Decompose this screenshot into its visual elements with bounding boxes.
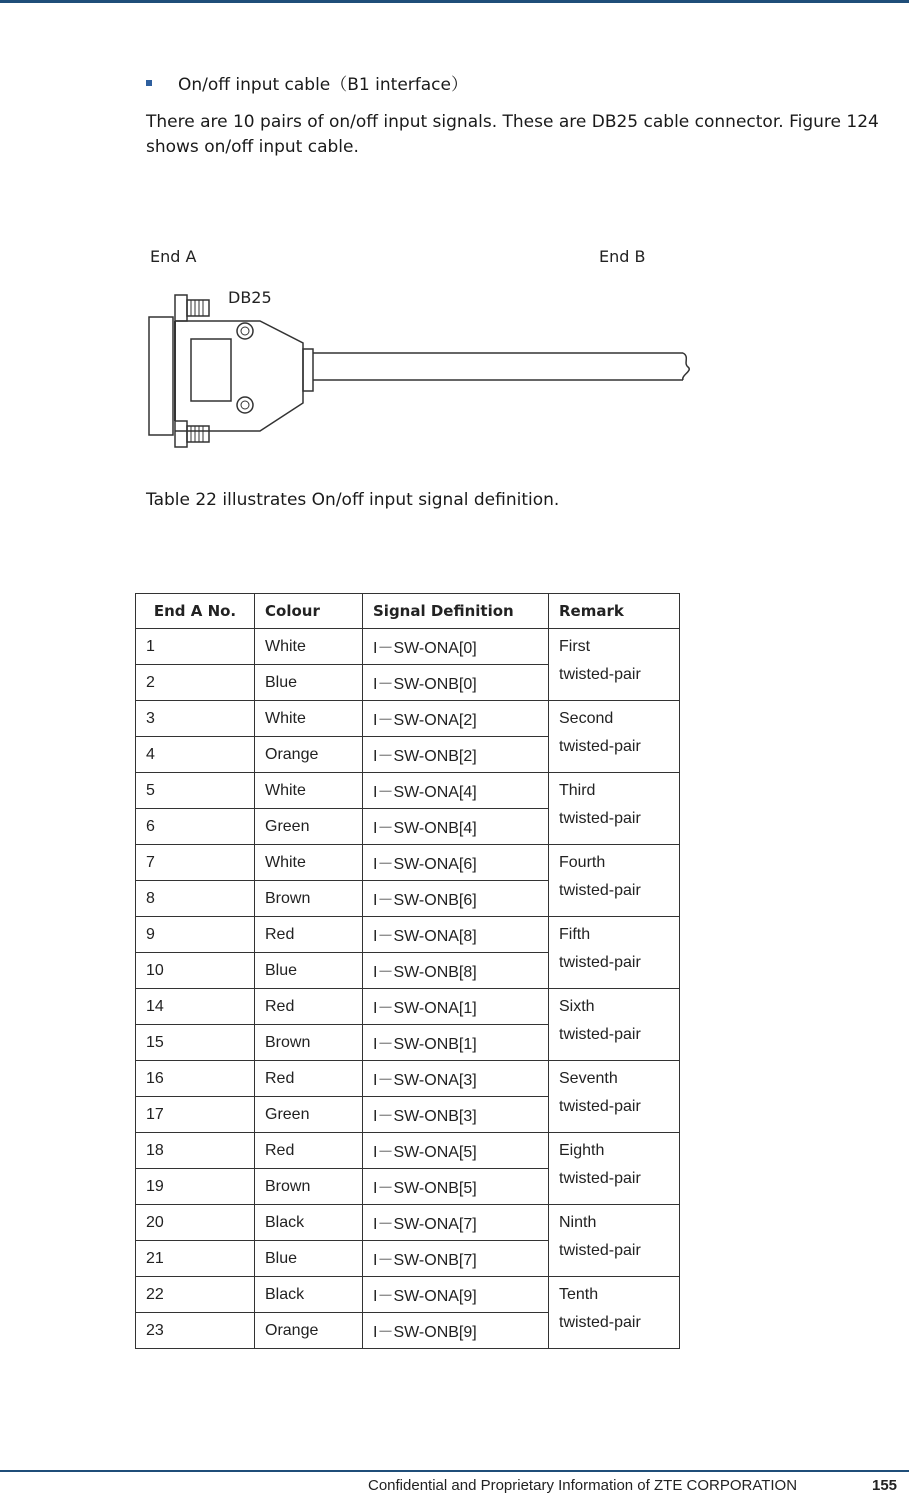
cell-colour: Brown xyxy=(255,1169,363,1205)
remark-type: twisted-pair xyxy=(559,810,641,827)
table-row xyxy=(136,1277,680,1313)
cell-colour: White xyxy=(255,773,363,809)
cell-signal-definition: I－SW-ONB[2] xyxy=(363,737,549,773)
cell-signal-definition: I－SW-ONB[4] xyxy=(363,809,549,845)
remark-type: twisted-pair xyxy=(559,666,641,683)
cell-signal-definition: I－SW-ONA[1] xyxy=(363,989,549,1025)
cell-remark xyxy=(549,629,680,701)
remark-ordinal: Fifth xyxy=(559,926,591,943)
remark-ordinal: Eighth xyxy=(559,1142,605,1159)
cell-colour: Black xyxy=(255,1205,363,1241)
cell-end-a-no: 3 xyxy=(136,701,255,737)
cell-remark xyxy=(549,773,680,845)
cell-end-a-no: 9 xyxy=(136,917,255,953)
cell-colour: White xyxy=(255,701,363,737)
cell-remark xyxy=(549,1133,680,1205)
cell-signal-definition: I－SW-ONA[0] xyxy=(363,629,549,665)
intro-paragraph: There are 10 pairs of on/off input signals. These are DB25 cable connector. Figure 124 shows on/off input cable. xyxy=(146,112,879,157)
cell-end-a-no: 1 xyxy=(136,629,255,665)
remark-type: twisted-pair xyxy=(559,882,641,899)
cell-signal-definition: I－SW-ONB[9] xyxy=(363,1313,549,1349)
cell-end-a-no: 23 xyxy=(136,1313,255,1349)
cell-end-a-no: 2 xyxy=(136,665,255,701)
signal-definition-table xyxy=(135,593,680,1349)
remark-type: twisted-pair xyxy=(559,1242,641,1259)
cell-signal-definition: I－SW-ONA[8] xyxy=(363,917,549,953)
cell-signal-definition: I－SW-ONA[4] xyxy=(363,773,549,809)
remark-ordinal: Seventh xyxy=(559,1070,618,1087)
table-row xyxy=(136,1061,680,1097)
cell-colour: Brown xyxy=(255,881,363,917)
page-number: 155 xyxy=(872,1477,898,1494)
cell-colour: Blue xyxy=(255,1241,363,1277)
cell-remark xyxy=(549,1277,680,1349)
cell-end-a-no: 6 xyxy=(136,809,255,845)
cell-signal-definition: I－SW-ONB[3] xyxy=(363,1097,549,1133)
db25-cable-drawing xyxy=(145,245,720,465)
cell-signal-definition: I－SW-ONA[6] xyxy=(363,845,549,881)
cell-signal-definition: I－SW-ONA[7] xyxy=(363,1205,549,1241)
remark-ordinal: Ninth xyxy=(559,1214,597,1231)
connector-label: DB25 xyxy=(228,288,272,307)
remark-type: twisted-pair xyxy=(559,1098,641,1115)
cell-signal-definition: I－SW-ONB[6] xyxy=(363,881,549,917)
table-row xyxy=(136,989,680,1025)
cell-signal-definition: I－SW-ONA[2] xyxy=(363,701,549,737)
cell-colour: Red xyxy=(255,917,363,953)
section-heading-text: On/off input cable（B1 interface） xyxy=(178,75,468,95)
cell-colour: Red xyxy=(255,1133,363,1169)
table-body xyxy=(136,629,680,1349)
cell-colour: Orange xyxy=(255,737,363,773)
cell-remark xyxy=(549,1061,680,1133)
cell-colour: Blue xyxy=(255,953,363,989)
cell-end-a-no: 4 xyxy=(136,737,255,773)
square-bullet-icon xyxy=(146,80,152,86)
cell-colour: Red xyxy=(255,1061,363,1097)
table-header-row xyxy=(136,594,680,629)
cell-colour: Blue xyxy=(255,665,363,701)
table-row xyxy=(136,917,680,953)
remark-ordinal: First xyxy=(559,638,591,655)
cell-end-a-no: 15 xyxy=(136,1025,255,1061)
cell-end-a-no: 17 xyxy=(136,1097,255,1133)
table-row xyxy=(136,1205,680,1241)
cell-signal-definition: I－SW-ONB[7] xyxy=(363,1241,549,1277)
end-b-label: End B xyxy=(599,247,646,266)
footer-confidential: Confidential and Proprietary Information of ZTE CORPORATION xyxy=(368,1477,798,1494)
cell-end-a-no: 14 xyxy=(136,989,255,1025)
end-a-label: End A xyxy=(150,247,197,266)
header-remark: Remark xyxy=(549,594,680,629)
cell-remark xyxy=(549,1205,680,1277)
cell-end-a-no: 21 xyxy=(136,1241,255,1277)
cell-colour: Black xyxy=(255,1277,363,1313)
header-colour: Colour xyxy=(255,594,363,629)
cell-colour: Brown xyxy=(255,1025,363,1061)
cell-end-a-no: 18 xyxy=(136,1133,255,1169)
cell-remark xyxy=(549,701,680,773)
cell-signal-definition: I－SW-ONA[5] xyxy=(363,1133,549,1169)
cell-end-a-no: 16 xyxy=(136,1061,255,1097)
cell-colour: White xyxy=(255,629,363,665)
cell-colour: Green xyxy=(255,1097,363,1133)
cell-end-a-no: 20 xyxy=(136,1205,255,1241)
cell-end-a-no: 5 xyxy=(136,773,255,809)
header-end-a-no: End A No. xyxy=(136,594,255,629)
remark-ordinal: Second xyxy=(559,710,614,727)
table-row xyxy=(136,1133,680,1169)
remark-ordinal: Tenth xyxy=(559,1286,599,1303)
cell-end-a-no: 22 xyxy=(136,1277,255,1313)
remark-type: twisted-pair xyxy=(559,1314,641,1331)
cell-colour: Green xyxy=(255,809,363,845)
header-rule xyxy=(0,0,909,3)
cell-end-a-no: 8 xyxy=(136,881,255,917)
cell-signal-definition: I－SW-ONA[3] xyxy=(363,1061,549,1097)
table-caption: Table 22 illustrates On/off input signal definition. xyxy=(146,490,560,510)
table-row xyxy=(136,845,680,881)
footer-rule xyxy=(0,1470,909,1472)
remark-ordinal: Sixth xyxy=(559,998,595,1015)
cell-signal-definition: I－SW-ONB[0] xyxy=(363,665,549,701)
remark-type: twisted-pair xyxy=(559,1170,641,1187)
cell-remark xyxy=(549,989,680,1061)
cell-colour: Orange xyxy=(255,1313,363,1349)
cell-signal-definition: I－SW-ONB[1] xyxy=(363,1025,549,1061)
cell-end-a-no: 7 xyxy=(136,845,255,881)
table-row xyxy=(136,629,680,665)
table-row xyxy=(136,701,680,737)
table-row xyxy=(136,773,680,809)
cable-figure xyxy=(145,245,720,465)
cell-end-a-no: 19 xyxy=(136,1169,255,1205)
cell-remark xyxy=(549,845,680,917)
remark-ordinal: Fourth xyxy=(559,854,606,871)
cell-signal-definition: I－SW-ONA[9] xyxy=(363,1277,549,1313)
header-signal-definition: Signal Definition xyxy=(363,594,549,629)
section-heading xyxy=(146,70,468,95)
cell-colour: Red xyxy=(255,989,363,1025)
cell-colour: White xyxy=(255,845,363,881)
remark-type: twisted-pair xyxy=(559,954,641,971)
remark-ordinal: Third xyxy=(559,782,596,799)
cell-end-a-no: 10 xyxy=(136,953,255,989)
cell-signal-definition: I－SW-ONB[8] xyxy=(363,953,549,989)
remark-type: twisted-pair xyxy=(559,1026,641,1043)
remark-type: twisted-pair xyxy=(559,738,641,755)
cell-signal-definition: I－SW-ONB[5] xyxy=(363,1169,549,1205)
cell-remark xyxy=(549,917,680,989)
